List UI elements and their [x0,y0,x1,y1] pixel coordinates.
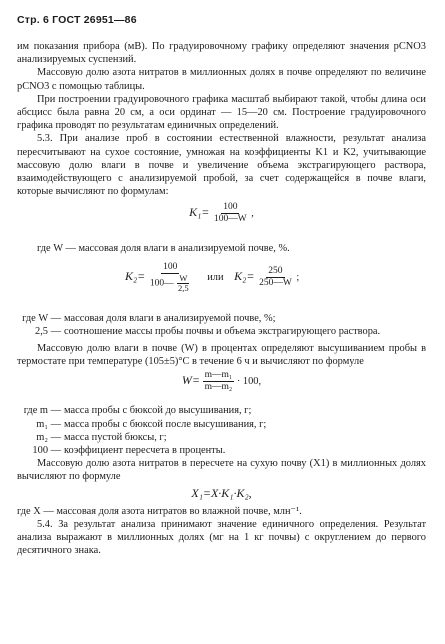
formula-w [17,368,426,404]
formula-k1-label: K₁= [189,205,210,220]
formula-k1-denominator: 100—W [213,214,247,225]
formula-x1 [17,484,426,505]
definition-text: масса пустой бюксы, г; [64,431,167,443]
formula-k2a-label: K₂= [125,268,146,283]
formula-w-denominator: m—m₂ [204,382,233,393]
paragraph-moisture: Массовую долю влаги в почве (W) в процентах определяют высушиванием пробы в термостате при температуре (105±5)°С в течение 6 ч и вычисляют по формуле [17,343,426,368]
formula-x1-text: X₁=X·K₁·K₂, [191,485,252,500]
formula-k2-or: или [207,271,224,283]
definition-100 [17,444,426,457]
definition-m [17,404,426,417]
formula-k2a-numerator: 100 [163,261,178,272]
formula-w-tail: · 100, [236,376,262,388]
formula-w-numerator: m—m₁ [204,370,233,381]
formula-k2b-fraction [257,266,294,289]
definition-m1 [17,418,426,431]
formula-k2b-numerator: 250 [268,265,283,276]
formula-k1-tail: , [251,208,254,220]
page-header: Стр. 6 ГОСТ 26951—86 [17,14,137,26]
paragraph-dry-basis: Массовую долю азота нитратов в пересчете на сухую почву (X1) в миллионных долях вычисляют по формуле [17,458,426,483]
definition-2-5 [17,325,426,338]
paragraph-3: При построении градуировочного графика масштаб выбирают такой, чтобы длина оси абсцисс была равна 20 см, а оси ординат — 15—20 см. Построение градуировочного графика проводят по результатам единичных определений. [17,93,426,132]
paragraph-where-x: где X — массовая доля азота нитратов во влажной почве, млн⁻¹. [17,505,302,517]
definition-m2 [17,431,426,444]
definition-text: массовая доля влаги в анализируемой почве, %; [64,312,276,324]
formula-k2a-den-left: 100— [149,278,174,289]
formula-k2b-tail: ; [296,271,300,283]
definition-symbol: m₁ — [36,418,61,430]
paragraph-2: Массовую долю азота нитратов в миллионных долях в почве определяют по величине pCNO3 с помощью таблицы. [17,67,426,92]
formula-k2b-denominator: 250—W [259,277,292,288]
formula-k2a-denominator [148,274,193,293]
formula-k2a-inner-num: W [179,272,188,283]
definition-symbol: 2,5 — [35,325,61,337]
formula-k2a-fraction [148,262,193,293]
formula-k1-fraction [212,202,249,225]
definition-symbol: 100 — [32,445,61,457]
paragraph-5-3: 5.3. При анализе проб в состоянии естественной влажности, результат анализа пересчитывают на сухое состояние, умножая на коэффициенты K1 и K2, учитывающие массовую долю влаги в почве и увеличение объема экстрагирующего раствора, взаимодействующего с анализируемой пробой, за счет содержащейся в почве влаги, которые вычисляют по формулам: [17,133,426,198]
formula-k1-numerator: 100 [223,202,238,213]
definition-text: соотношение массы пробы почвы и объема экстрагирующего раствора. [64,325,381,337]
definition-symbol: где W — [22,312,61,324]
paragraph-1: им показания прибора (мВ). По градуировочному графику определяют значения pCNO3 анализируемых суспензий. [17,41,426,66]
definition-w [17,312,426,325]
definition-symbol: где m — [23,405,61,417]
definition-symbol: m₂ — [36,431,61,443]
formula-k2a-inner-den: 2,5 [178,282,189,293]
formula-w-label: W= [181,373,201,388]
formula-k2b-label: K₂= [234,268,255,283]
formula-k2a-inner-fraction [176,274,191,293]
formula-k2 [17,256,426,312]
definition-text: масса пробы с бюксой после высушивания, г; [64,418,267,430]
document-body [17,40,426,557]
paragraph-where-w: где W — массовая доля влаги в анализируемой почве, %. [37,243,290,255]
definition-text: масса пробы с бюксой до высушивания, г; [64,405,252,417]
formula-k1 [17,198,426,242]
paragraph-5-4: 5.4. За результат анализа принимают значение единичного определения. Результат анализа выражают в миллионных долях (мг на 1 кг почвы) с округлением до первого десятичного знака. [17,518,426,557]
definition-text: коэффициент пересчета в проценты. [64,445,226,457]
formula-w-fraction [203,370,235,393]
